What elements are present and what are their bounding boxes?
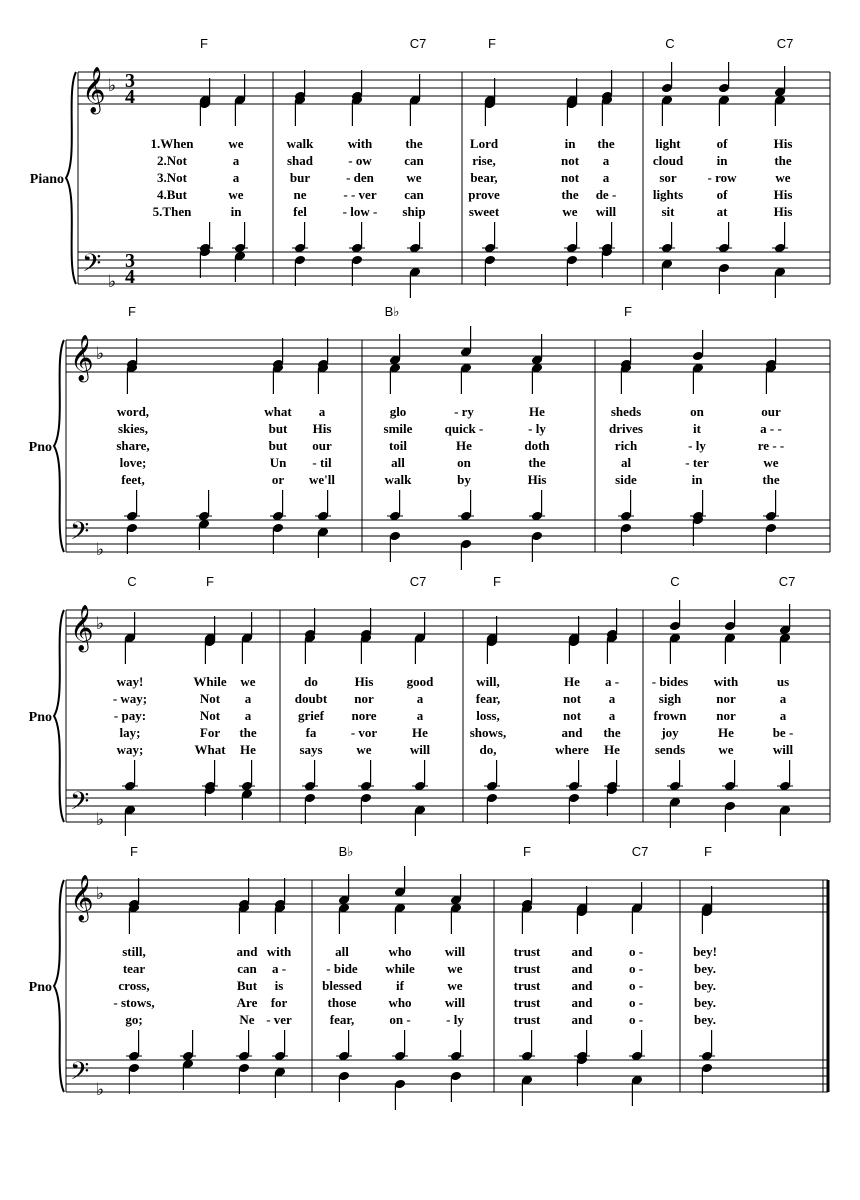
- lyric-syllable: the: [603, 725, 621, 740]
- lyric-syllable: nore: [351, 708, 377, 723]
- lyric-syllable: of: [716, 187, 728, 202]
- lyric-syllable: nor: [716, 691, 736, 706]
- lyric-syllable: but: [268, 438, 288, 453]
- lyric-syllable: we'll: [309, 472, 335, 487]
- lyric-syllable: a - -: [760, 421, 782, 436]
- lyric-syllable: He: [564, 674, 580, 689]
- lyric-syllable: He: [604, 742, 620, 757]
- part-name: Piano: [29, 172, 64, 187]
- lyric-syllable: What: [194, 742, 226, 757]
- lyric-syllable: the: [762, 472, 780, 487]
- lyric-syllable: Are: [236, 995, 258, 1010]
- lyric-syllable: who: [388, 995, 412, 1010]
- treble-staff: [66, 880, 828, 912]
- lyric-syllable: walk: [384, 472, 412, 487]
- lyric-syllable: joy: [661, 725, 679, 740]
- lyric-syllable: at: [716, 204, 728, 219]
- lyric-syllable: lay;: [119, 725, 141, 740]
- lyric-syllable: the: [561, 187, 579, 202]
- lyric-syllable: Ne: [239, 1012, 255, 1027]
- lyric-syllable: doth: [524, 438, 550, 453]
- chord-symbol: F: [704, 844, 712, 859]
- lyric-syllable: a: [608, 708, 616, 723]
- lyric-syllable: frown: [653, 708, 687, 723]
- lyric-syllable: a: [602, 170, 610, 185]
- lyric-syllable: is: [274, 978, 284, 993]
- lyric-syllable: a: [416, 691, 424, 706]
- lyric-syllable: bey!: [693, 944, 717, 959]
- lyric-syllable: a: [779, 691, 787, 706]
- lyric-syllable: o -: [628, 961, 644, 976]
- lyric-syllable: de -: [595, 187, 617, 202]
- lyric-syllable: in: [230, 204, 242, 219]
- lyric-syllable: sor: [659, 170, 677, 185]
- lyric-syllable: nor: [716, 708, 736, 723]
- brace: [54, 340, 64, 552]
- key-flat-icon: ♭: [96, 810, 105, 830]
- lyric-syllable: rich: [614, 438, 638, 453]
- lyric-syllable: but: [268, 421, 288, 436]
- bass-clef-icon: 𝄢: [70, 517, 90, 552]
- lyric-syllable: can: [404, 153, 424, 168]
- lyric-syllable: sweet: [468, 204, 500, 219]
- lyric-syllable: way!: [116, 674, 144, 689]
- lyric-syllable: we: [447, 978, 463, 993]
- lyric-syllable: do,: [479, 742, 497, 757]
- lyric-syllable: while: [385, 961, 415, 976]
- lyric-syllable: can: [404, 187, 424, 202]
- lyric-syllable: bur: [289, 170, 311, 185]
- treble-staff: [66, 610, 830, 642]
- chord-symbol: F: [128, 304, 136, 319]
- lyric-syllable: glo: [389, 404, 407, 419]
- lyric-syllable: will: [444, 995, 466, 1010]
- lyric-syllable: ship: [402, 204, 426, 219]
- lyric-syllable: the: [239, 725, 257, 740]
- lyric-syllable: blessed: [322, 978, 362, 993]
- time-signature-bottom: 4: [125, 266, 135, 288]
- chord-symbol: C7: [631, 844, 649, 859]
- part-name: Pno: [28, 440, 52, 455]
- lyric-syllable: - ow: [348, 153, 372, 168]
- lyric-syllable: on: [690, 404, 704, 419]
- treble-clef-icon: 𝄞: [70, 875, 94, 921]
- lyric-syllable: and: [236, 944, 258, 959]
- lyric-syllable: quick -: [444, 421, 484, 436]
- lyric-syllable: nor: [354, 691, 374, 706]
- lyric-syllable: a: [608, 691, 616, 706]
- lyric-syllable: we: [228, 187, 244, 202]
- lyric-syllable: shad: [286, 153, 314, 168]
- lyric-syllable: a: [416, 708, 424, 723]
- lyric-syllable: sigh: [658, 691, 682, 706]
- lyric-syllable: of: [716, 136, 728, 151]
- lyric-syllable: His: [312, 421, 332, 436]
- lyric-syllable: a: [232, 153, 240, 168]
- lyric-syllable: and: [571, 961, 593, 976]
- lyric-syllable: o -: [628, 1012, 644, 1027]
- system-2: [29, 304, 830, 570]
- lyric-syllable: in: [716, 153, 728, 168]
- lyric-syllable: who: [388, 944, 412, 959]
- lyric-syllable: on -: [389, 1012, 411, 1027]
- lyric-syllable: if: [396, 978, 404, 993]
- treble-clef-icon: 𝄞: [82, 67, 106, 113]
- chord-symbol: C7: [409, 36, 427, 51]
- lyric-syllable: all: [391, 455, 405, 470]
- lyric-syllable: word,: [116, 404, 150, 419]
- lyric-syllable: we: [240, 674, 256, 689]
- lyric-syllable: His: [527, 472, 547, 487]
- lyric-syllable: the: [597, 136, 615, 151]
- chord-symbol: B♭: [384, 304, 400, 319]
- lyric-syllable: He: [412, 725, 428, 740]
- lyric-syllable: - bide: [326, 961, 358, 976]
- lyric-syllable: go;: [125, 1012, 143, 1027]
- lyric-syllable: His: [354, 674, 374, 689]
- lyric-syllable: Un: [269, 455, 287, 470]
- lyric-syllable: His: [773, 187, 793, 202]
- lyric-syllable: will: [409, 742, 431, 757]
- lyric-syllable: not: [562, 708, 582, 723]
- key-flat-icon: ♭: [96, 884, 105, 904]
- lyric-syllable: and: [571, 995, 593, 1010]
- lyric-syllable: o -: [628, 944, 644, 959]
- lyric-syllable: it: [693, 421, 701, 436]
- chord-symbol: B♭: [338, 844, 354, 859]
- key-flat-icon: ♭: [96, 540, 105, 560]
- lyric-syllable: and: [571, 944, 593, 959]
- lyric-syllable: we: [356, 742, 372, 757]
- bass-clef-icon: 𝄢: [82, 249, 102, 284]
- lyric-syllable: shows,: [469, 725, 507, 740]
- lyric-syllable: fel: [293, 204, 307, 219]
- brace: [54, 610, 64, 822]
- lyric-syllable: will: [595, 204, 617, 219]
- lyric-syllable: 1.When: [150, 136, 194, 151]
- key-flat-icon: ♭: [108, 272, 117, 292]
- lyric-syllable: sheds: [610, 404, 642, 419]
- lyric-syllable: - low -: [342, 204, 378, 219]
- lyric-syllable: toil: [388, 438, 408, 453]
- treble-staff: [66, 340, 830, 372]
- lyric-syllable: 3.Not: [157, 170, 187, 185]
- lyric-syllable: 5.Then: [152, 204, 192, 219]
- lyric-syllable: not: [560, 153, 580, 168]
- lyric-syllable: For: [199, 725, 221, 740]
- treble-staff: [78, 72, 830, 104]
- bass-clef-icon: 𝄢: [70, 787, 90, 822]
- treble-clef-icon: 𝄞: [70, 605, 94, 651]
- lyric-syllable: - ry: [454, 404, 474, 419]
- chord-symbol: F: [200, 36, 208, 51]
- key-flat-icon: ♭: [108, 76, 117, 96]
- chord-symbol: C7: [776, 36, 794, 51]
- lyric-syllable: o -: [628, 995, 644, 1010]
- lyric-syllable: the: [405, 136, 423, 151]
- chord-symbol: F: [130, 844, 138, 859]
- lyric-syllable: fear,: [475, 691, 501, 706]
- lyric-syllable: sit: [661, 204, 675, 219]
- lyric-syllable: on: [457, 455, 471, 470]
- system-3: [29, 574, 830, 836]
- chord-symbol: F: [523, 844, 531, 859]
- lyric-syllable: - stows,: [113, 995, 155, 1010]
- lyric-syllable: a -: [604, 674, 620, 689]
- lyric-syllable: side: [615, 472, 637, 487]
- lyric-syllable: sends: [654, 742, 686, 757]
- lyric-syllable: we: [447, 961, 463, 976]
- lyric-syllable: He: [240, 742, 256, 757]
- lyric-syllable: skies,: [118, 421, 148, 436]
- lyric-syllable: bey.: [693, 961, 717, 976]
- lyric-syllable: - den: [346, 170, 374, 185]
- bass-staff: [66, 1060, 828, 1092]
- lyric-syllable: with: [713, 674, 739, 689]
- lyric-syllable: our: [312, 438, 332, 453]
- lyric-syllable: His: [773, 204, 793, 219]
- lyric-syllable: a: [244, 691, 252, 706]
- lyric-syllable: trust: [513, 995, 541, 1010]
- lyric-syllable: - way;: [112, 691, 148, 706]
- lyric-syllable: or: [271, 472, 285, 487]
- lyric-syllable: grief: [298, 708, 324, 723]
- lyric-syllable: still,: [122, 944, 146, 959]
- lyric-syllable: - ter: [685, 455, 709, 470]
- system-1: [30, 36, 830, 298]
- lyric-syllable: While: [193, 674, 227, 689]
- lyric-syllable: says: [299, 742, 323, 757]
- lyric-syllable: - - ver: [343, 187, 377, 202]
- lyric-syllable: bey.: [693, 995, 717, 1010]
- lyric-syllable: good: [406, 674, 434, 689]
- brace: [66, 72, 76, 284]
- lyric-syllable: will: [444, 944, 466, 959]
- lyric-syllable: - ly: [446, 1012, 464, 1027]
- lyric-syllable: trust: [513, 944, 541, 959]
- lyric-syllable: we: [406, 170, 422, 185]
- lyric-syllable: walk: [286, 136, 314, 151]
- lyric-syllable: love;: [119, 455, 147, 470]
- lyric-syllable: feet,: [121, 472, 145, 487]
- time-signature-top: 3: [125, 70, 135, 92]
- brace: [54, 880, 64, 1092]
- lyric-syllable: loss,: [476, 708, 500, 723]
- lyric-syllable: a: [318, 404, 326, 419]
- lyric-syllable: Lord: [469, 136, 499, 151]
- lyric-syllable: fa: [305, 725, 317, 740]
- chord-symbol: F: [493, 574, 501, 589]
- chord-symbol: F: [206, 574, 214, 589]
- lyric-syllable: what: [264, 404, 292, 419]
- lyric-syllable: 4.But: [157, 187, 187, 202]
- chord-symbol: C7: [409, 574, 427, 589]
- lyric-syllable: the: [528, 455, 546, 470]
- lyric-syllable: light: [655, 136, 681, 151]
- lyric-syllable: bey.: [693, 978, 717, 993]
- lyric-syllable: lights: [652, 187, 684, 202]
- lyric-syllable: tear: [122, 961, 146, 976]
- lyric-syllable: by: [457, 472, 471, 487]
- lyric-syllable: He: [718, 725, 734, 740]
- lyric-syllable: re - -: [757, 438, 785, 453]
- time-signature-top: 3: [125, 250, 135, 272]
- lyric-syllable: a: [232, 170, 240, 185]
- lyric-syllable: for: [270, 995, 288, 1010]
- lyric-syllable: not: [560, 170, 580, 185]
- key-flat-icon: ♭: [96, 1080, 105, 1100]
- lyric-syllable: Not: [199, 691, 221, 706]
- chord-symbol: F: [624, 304, 632, 319]
- lyric-syllable: trust: [513, 961, 541, 976]
- lyric-syllable: will: [772, 742, 794, 757]
- lyric-syllable: a: [602, 153, 610, 168]
- chord-symbol: C7: [778, 574, 796, 589]
- lyric-syllable: our: [761, 404, 781, 419]
- lyric-syllable: - vor: [350, 725, 378, 740]
- lyric-syllable: with: [266, 944, 292, 959]
- chord-symbol: C: [665, 36, 675, 51]
- chord-symbol: C: [670, 574, 680, 589]
- lyric-syllable: He: [456, 438, 472, 453]
- lyric-syllable: - til: [312, 455, 332, 470]
- lyric-syllable: and: [571, 1012, 593, 1027]
- lyric-syllable: we: [228, 136, 244, 151]
- lyric-syllable: - bides: [651, 674, 689, 689]
- lyric-syllable: we: [562, 204, 578, 219]
- lyric-syllable: - ly: [688, 438, 706, 453]
- lyric-syllable: we: [763, 455, 779, 470]
- chord-symbol: F: [488, 36, 496, 51]
- bass-staff: [78, 252, 830, 284]
- key-flat-icon: ♭: [96, 614, 105, 634]
- lyric-syllable: in: [564, 136, 576, 151]
- lyric-syllable: a: [244, 708, 252, 723]
- system-4: [29, 844, 828, 1110]
- lyric-syllable: bear,: [470, 170, 498, 185]
- part-name: Pno: [28, 710, 52, 725]
- lyric-syllable: trust: [513, 978, 541, 993]
- lyric-syllable: - ver: [266, 1012, 292, 1027]
- lyric-syllable: and: [561, 725, 583, 740]
- bass-clef-icon: 𝄢: [70, 1057, 90, 1092]
- lyric-syllable: will,: [476, 674, 500, 689]
- bass-staff: [66, 790, 830, 822]
- lyric-syllable: share,: [116, 438, 150, 453]
- time-signature-bottom: 4: [125, 86, 135, 108]
- lyric-syllable: But: [236, 978, 258, 993]
- chord-symbol: C: [127, 574, 137, 589]
- lyric-syllable: way;: [116, 742, 144, 757]
- bass-staff: [66, 520, 830, 552]
- lyric-syllable: we: [718, 742, 734, 757]
- lyric-syllable: - pay:: [113, 708, 147, 723]
- lyric-syllable: fear,: [329, 1012, 355, 1027]
- lyric-syllable: Not: [199, 708, 221, 723]
- lyric-syllable: us: [776, 674, 790, 689]
- lyric-syllable: o -: [628, 978, 644, 993]
- lyric-syllable: with: [347, 136, 373, 151]
- lyric-syllable: and: [571, 978, 593, 993]
- part-name: Pno: [28, 980, 52, 995]
- lyric-syllable: trust: [513, 1012, 541, 1027]
- lyric-syllable: a -: [271, 961, 287, 976]
- lyric-syllable: all: [335, 944, 349, 959]
- lyric-syllable: where: [555, 742, 589, 757]
- lyric-syllable: bey.: [693, 1012, 717, 1027]
- lyric-syllable: rise,: [472, 153, 496, 168]
- lyric-syllable: those: [327, 995, 357, 1010]
- lyric-syllable: - ly: [528, 421, 546, 436]
- lyric-syllable: ne: [293, 187, 307, 202]
- lyric-syllable: - row: [707, 170, 737, 185]
- lyric-syllable: do: [304, 674, 318, 689]
- treble-clef-icon: 𝄞: [70, 335, 94, 381]
- lyric-syllable: smile: [383, 421, 413, 436]
- lyric-syllable: be -: [772, 725, 794, 740]
- lyric-syllable: cloud: [652, 153, 684, 168]
- lyric-syllable: al: [620, 455, 632, 470]
- lyric-syllable: He: [529, 404, 545, 419]
- lyric-syllable: doubt: [294, 691, 328, 706]
- lyric-syllable: the: [774, 153, 792, 168]
- lyric-syllable: in: [691, 472, 703, 487]
- lyric-syllable: a: [779, 708, 787, 723]
- lyric-syllable: drives: [609, 421, 643, 436]
- key-flat-icon: ♭: [96, 344, 105, 364]
- lyric-syllable: prove: [468, 187, 500, 202]
- lyric-syllable: can: [237, 961, 257, 976]
- lyric-syllable: not: [562, 691, 582, 706]
- lyric-syllable: His: [773, 136, 793, 151]
- lyric-syllable: we: [775, 170, 791, 185]
- lyric-syllable: 2.Not: [157, 153, 187, 168]
- lyric-syllable: cross,: [118, 978, 150, 993]
